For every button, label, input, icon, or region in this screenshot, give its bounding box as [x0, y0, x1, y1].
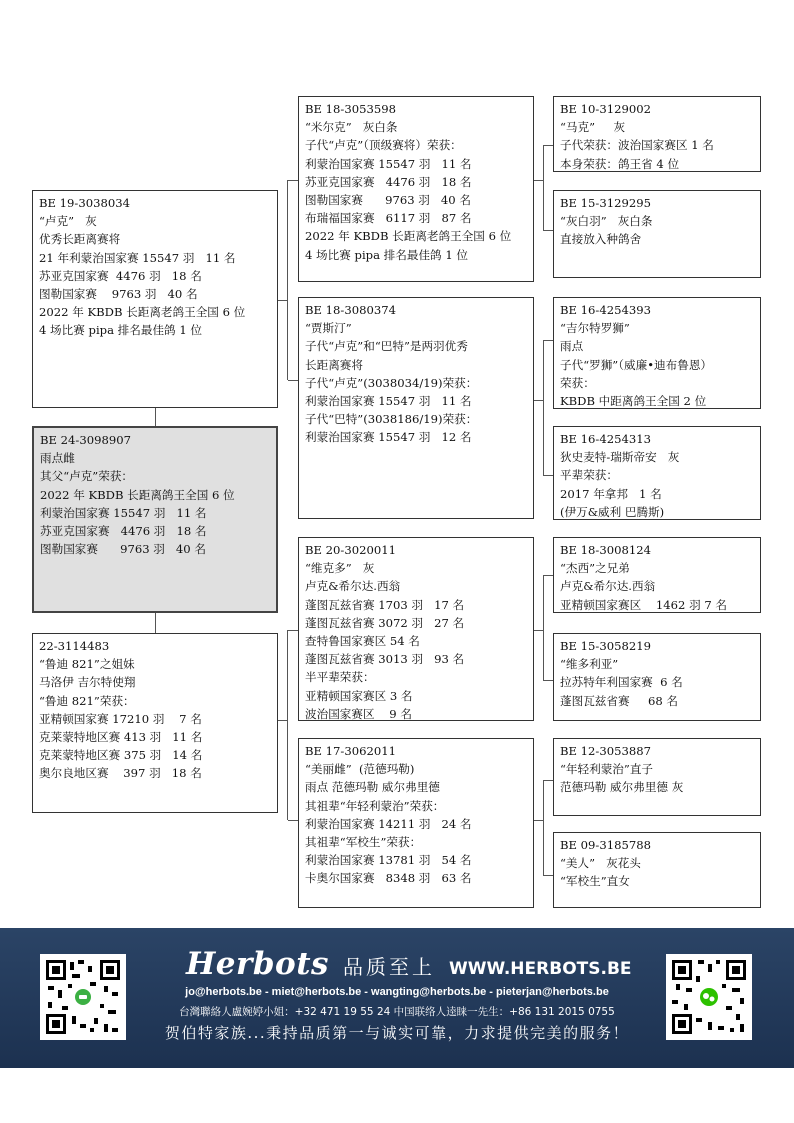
connector-line: [155, 408, 156, 426]
box-line: 2017 年拿邦 1 名: [560, 486, 662, 501]
box-line: 2022 年 KBDB 长距离鸽王全国 6 位: [40, 487, 235, 502]
connector-line: [288, 820, 298, 821]
box-line: 苏亚克国家赛 4476 羽 18 名: [305, 174, 472, 189]
box-line: 拉苏特年利国家赛 6 名: [560, 675, 683, 690]
box-line: 布瑞福国家赛 6117 羽 87 名: [305, 211, 472, 226]
box-line: “年轻利蒙治”直子: [560, 762, 654, 777]
box-line: 利蒙治国家赛 15547 羽 11 名: [305, 394, 472, 409]
sire-dam-box: [298, 297, 534, 519]
brand-header: [186, 946, 632, 982]
box-line: 2022 年 KBDB 长距离老鸽王全国 6 位: [305, 229, 512, 244]
sire-box: [32, 190, 278, 408]
sire-sire-box: [298, 96, 534, 282]
box-line: 21 年利蒙治国家赛 15547 羽 11 名: [39, 250, 236, 265]
box-line: 2022 年 KBDB 长距离老鸽王全国 6 位: [39, 305, 246, 320]
box-line: “美丽雌” (范德玛勒): [305, 762, 415, 777]
box-line: BE 16-4254313: [560, 432, 651, 446]
box-line: 马洛伊 吉尔特使翔: [39, 675, 136, 690]
box-line: 优秀长距离赛将: [39, 232, 121, 247]
box-line: 利蒙治国家赛 15547 羽 11 名: [305, 156, 472, 171]
box-line: 卢克&希尔达.西翁: [560, 579, 656, 594]
connector-line: [534, 400, 543, 401]
box-line: 图勒国家赛 9763 羽 40 名: [305, 193, 471, 208]
connector-line: [155, 613, 156, 633]
connector-line: [543, 575, 544, 680]
box-line: BE 15-3058219: [560, 639, 651, 653]
brand-slogan: 品质至上: [342, 955, 435, 979]
connector-line: [543, 475, 553, 476]
box-line: BE 19-3038034: [39, 196, 130, 210]
box-line: 利蒙治国家赛 15547 羽 12 名: [305, 430, 472, 445]
box-line: 子代“巴特”(3038186/19)荣获：: [305, 412, 478, 427]
box-line: “贾斯汀”: [305, 321, 352, 336]
connector-line: [534, 180, 543, 181]
wechat-qr-code-icon[interactable]: [666, 954, 752, 1040]
connector-line: [543, 340, 544, 475]
box-line: 利蒙治国家赛 13781 羽 54 名: [305, 853, 472, 868]
box-line: “米尔克” 灰白条: [305, 120, 398, 135]
dam-dam-box: [298, 738, 534, 908]
box-line: “马克” 灰: [560, 120, 626, 135]
box-line: BE 12-3053887: [560, 744, 651, 758]
box-line: KBDB 中距离鸽王全国 2 位: [560, 394, 707, 409]
box-line: 查特鲁国家赛区 54 名: [305, 634, 420, 649]
sdd-box: [553, 426, 761, 520]
box-line: “维多利亚”: [560, 657, 619, 672]
connector-line: [543, 680, 553, 681]
connector-line: [543, 875, 553, 876]
box-line: BE 10-3129002: [560, 102, 651, 116]
box-line: 其祖辈“年轻利蒙治”荣获：: [305, 798, 445, 813]
dds-box: [553, 738, 761, 816]
box-line: 子代“罗狮”（威廉•迪布鲁恩）: [560, 357, 713, 372]
box-line: 子代“卢克”和“巴特”是两羽优秀: [305, 339, 468, 354]
box-line: “鲁迪 821”之姐妹: [39, 657, 135, 672]
box-line: “吉尔特罗狮”: [560, 321, 630, 336]
box-line: 蓬图瓦兹省赛 3072 羽 27 名: [305, 615, 465, 630]
box-line: 半平辈荣获：: [305, 670, 375, 685]
dsd-box: [553, 633, 761, 721]
box-line: 22-3114483: [39, 639, 110, 653]
box-line: 雨点雌: [40, 451, 75, 466]
box-line: 子代荣获：波治国家赛区 1 名: [560, 138, 714, 153]
connector-line: [278, 300, 288, 301]
dam-box: [32, 633, 278, 813]
sds-box: [553, 297, 761, 409]
box-line: BE 16-4254393: [560, 303, 651, 317]
box-line: “鲁迪 821”荣获：: [39, 693, 135, 708]
connector-line: [534, 820, 543, 821]
box-line: 克莱蒙特地区赛 413 羽 11 名: [39, 730, 203, 745]
phone-contacts: 台灣聯絡人盧婉婷小姐：+32 471 19 55 24 中国联络人逵睐一先生：+86 131 2015 0755: [179, 1006, 615, 1018]
box-line: 苏亚克国家赛 4476 羽 18 名: [40, 524, 207, 539]
box-line: 雨点: [560, 339, 584, 354]
box-line: BE 17-3062011: [305, 744, 396, 758]
box-line: (伊万&威利 巴腾斯): [560, 504, 665, 519]
box-line: BE 24-3098907: [40, 433, 131, 447]
dss-box: [553, 537, 761, 613]
box-line: 图勒国家赛 9763 羽 40 名: [39, 287, 198, 302]
company-motto: 贺伯特家族...秉持品质第一与诚实可靠，力求提供完美的服务！: [164, 1024, 630, 1042]
box-line: 苏亚克国家赛 4476 羽 18 名: [39, 268, 202, 283]
box-line: 其祖辈“军校生”荣获：: [305, 835, 422, 850]
connector-line: [543, 575, 553, 576]
box-line: 本身荣获：鸽王省 4 位: [560, 156, 680, 171]
connector-line: [287, 630, 288, 820]
website-link[interactable]: WWW.HERBOTS.BE: [448, 959, 632, 979]
connector-line: [534, 630, 543, 631]
box-line: 波治国家赛区 9 名: [305, 706, 412, 721]
connector-line: [543, 340, 553, 341]
connector-line: [543, 145, 553, 146]
box-line: “卢克” 灰: [39, 214, 97, 229]
box-line: 蓬图瓦兹省赛 68 名: [560, 693, 679, 708]
box-line: 平辈荣获：: [560, 468, 618, 483]
connector-line: [287, 180, 288, 380]
box-line: 子代“卢克”（顶级赛将）荣获：: [305, 138, 462, 153]
box-line: 子代“卢克”(3038034/19)荣获：: [305, 375, 478, 390]
box-line: BE 18-3080374: [305, 303, 396, 317]
box-line: 其父“卢克”荣获：: [40, 469, 134, 484]
ddd-box: [553, 832, 761, 908]
dam-sire-box: [298, 537, 534, 721]
subject-box: [32, 426, 278, 613]
connector-line: [543, 230, 553, 231]
connector-line: [278, 720, 288, 721]
herbots-logo: Herbots: [186, 946, 329, 982]
connector-line: [288, 630, 298, 631]
box-line: 蓬图瓦兹省赛 3013 羽 93 名: [305, 652, 465, 667]
box-line: 奥尔良地区赛 397 羽 18 名: [39, 766, 202, 781]
footer-banner: [0, 928, 794, 1068]
box-line: BE 15-3129295: [560, 196, 651, 210]
box-line: 狄史麦特-瑞斯帝安 灰: [560, 450, 680, 465]
connector-line: [288, 380, 298, 381]
sss-box: [553, 96, 761, 172]
box-line: 蓬图瓦兹省赛 1703 羽 17 名: [305, 597, 465, 612]
box-line: 亚精顿国家赛 17210 羽 7 名: [39, 711, 202, 726]
box-line: 4 场比赛 pipa 排名最佳鸽 1 位: [305, 247, 468, 262]
box-line: 雨点 范德玛勒 威尔弗里德: [305, 780, 440, 795]
box-line: BE 18-3008124: [560, 543, 651, 557]
box-line: 范德玛勒 威尔弗里德 灰: [560, 780, 684, 795]
connector-line: [543, 780, 553, 781]
connector-line: [543, 780, 544, 875]
box-line: 荣获：: [560, 375, 595, 390]
box-line: 图勒国家赛 9763 羽 40 名: [40, 542, 206, 557]
box-line: 亚精顿国家赛区 3 名: [305, 688, 413, 703]
box-line: 利蒙治国家赛 15547 羽 11 名: [40, 505, 207, 520]
box-line: 直接放入种鸽舍: [560, 232, 642, 247]
box-line: BE 18-3053598: [305, 102, 396, 116]
box-line: 卡奥尔国家赛 8348 羽 63 名: [305, 871, 472, 886]
box-line: “维克多” 灰: [305, 561, 375, 576]
box-line: “杰西”之兄弟: [560, 561, 630, 576]
box-line: BE 20-3020011: [305, 543, 396, 557]
box-line: 克莱蒙特地区赛 375 羽 14 名: [39, 748, 203, 763]
box-line: “军校生”直女: [560, 874, 630, 889]
box-line: 亚精顿国家赛区 1462 羽 7 名: [560, 597, 728, 612]
box-line: 长距离赛将: [305, 357, 363, 372]
box-line: BE 09-3185788: [560, 838, 651, 852]
email-contacts[interactable]: jo@herbots.be - miet@herbots.be - wangting@herbots.be - pieterjan@herbots.be: [185, 986, 609, 998]
box-line: 4 场比赛 pipa 排名最佳鸽 1 位: [39, 323, 202, 338]
connector-line: [543, 145, 544, 230]
connector-line: [288, 180, 298, 181]
box-line: 卢克&希尔达.西翁: [305, 579, 401, 594]
box-line: 利蒙治国家赛 14211 羽 24 名: [305, 816, 472, 831]
box-line: “美人” 灰花头: [560, 856, 641, 871]
box-line: “灰白羽” 灰白条: [560, 214, 653, 229]
ssd-box: [553, 190, 761, 278]
